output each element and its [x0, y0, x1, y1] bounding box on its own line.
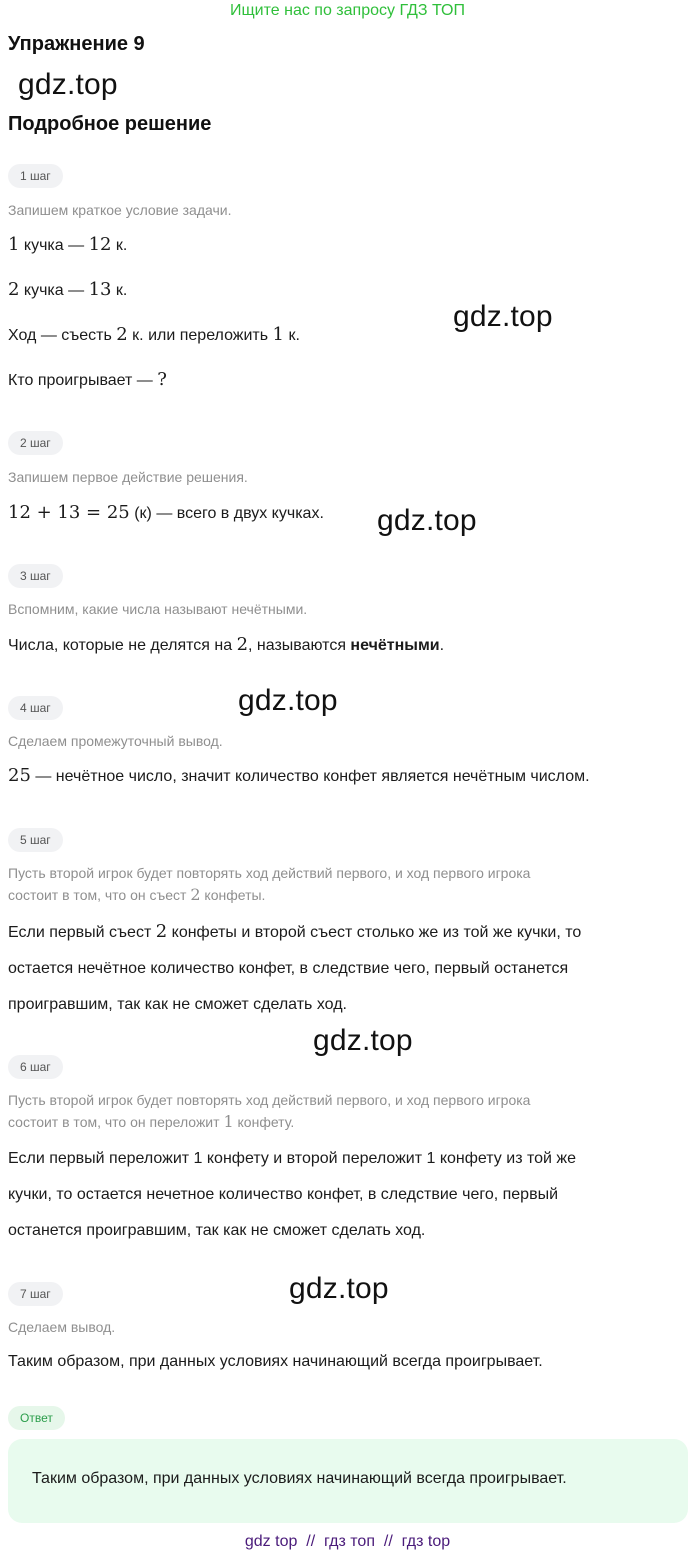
exercise-title: Упражнение 9: [8, 33, 145, 55]
watermark: gdz.top: [313, 1024, 413, 1057]
step-badge-5: 5 шаг: [8, 828, 63, 852]
watermark: gdz.top: [453, 300, 553, 333]
step-text: Если первый съест 2 конфеты и второй съест столько же из той же кучки, то остается нечётное количество конфет, в следствие чего, первый останется проигравшим, так как не сможет сделать ход.: [8, 921, 582, 1013]
step-hint: Вспомним, какие числа называют нечётными.: [8, 601, 308, 617]
conclusion-line: 25 — нечётное число, значит количество конфет является нечётным числом.: [8, 765, 590, 786]
condition-line: Кто проигрывает — ?: [8, 369, 167, 390]
step-hint: Запишем краткое условие задачи.: [8, 202, 232, 218]
watermark: gdz.top: [377, 504, 477, 537]
footer-links[interactable]: gdz top // гдз топ // гдз top: [244, 1533, 451, 1550]
step-badge-4: 4 шаг: [8, 696, 63, 720]
watermark: gdz.top: [18, 68, 118, 101]
solution-title: Подробное решение: [8, 113, 212, 135]
step-badge-7: 7 шаг: [8, 1282, 63, 1306]
calculation-line: 12 + 13 = 25 (к) — всего в двух кучках.: [8, 502, 324, 523]
step-badge-2: 2 шаг: [8, 431, 63, 455]
step-hint: Пусть второй игрок будет повторять ход действий первого, и ход первого игрока состоит в том, что он съест 2 конфеты.: [8, 865, 531, 904]
answer-badge: Ответ: [8, 1406, 65, 1430]
promo-banner[interactable]: Ищите нас по запросу ГДЗ ТОП: [230, 2, 465, 19]
step-badge-6: 6 шаг: [8, 1055, 63, 1079]
condition-line: 1 кучка — 12 к.: [8, 234, 128, 255]
step-badge-3: 3 шаг: [8, 564, 63, 588]
step-hint: Пусть второй игрок будет повторять ход действий первого, и ход первого игрока состоит в том, что он переложит 1 конфету.: [8, 1092, 531, 1131]
final-conclusion: Таким образом, при данных условиях начинающий всегда проигрывает.: [8, 1353, 543, 1370]
step-badge-1: 1 шаг: [8, 164, 63, 188]
step-text: Если первый переложит 1 конфету и второй переложит 1 конфету из той же кучки, то остается нечетное количество конфет, в следствие чего, первый останется проигравшим, так как не сможет сделать ход.: [8, 1150, 576, 1239]
watermark: gdz.top: [238, 684, 338, 717]
step-hint: Сделаем вывод.: [8, 1319, 116, 1335]
step-hint: Запишем первое действие решения.: [8, 469, 248, 485]
answer-text: Таким образом, при данных условиях начинающий всегда проигрывает.: [32, 1470, 567, 1487]
watermark: gdz.top: [289, 1272, 389, 1305]
condition-line: 2 кучка — 13 к.: [8, 279, 128, 300]
step-hint: Сделаем промежуточный вывод.: [8, 733, 223, 749]
condition-line: Ход — съесть 2 к. или переложить 1 к.: [8, 324, 300, 345]
definition-line: Числа, которые не делятся на 2, называются нечётными.: [8, 634, 445, 655]
